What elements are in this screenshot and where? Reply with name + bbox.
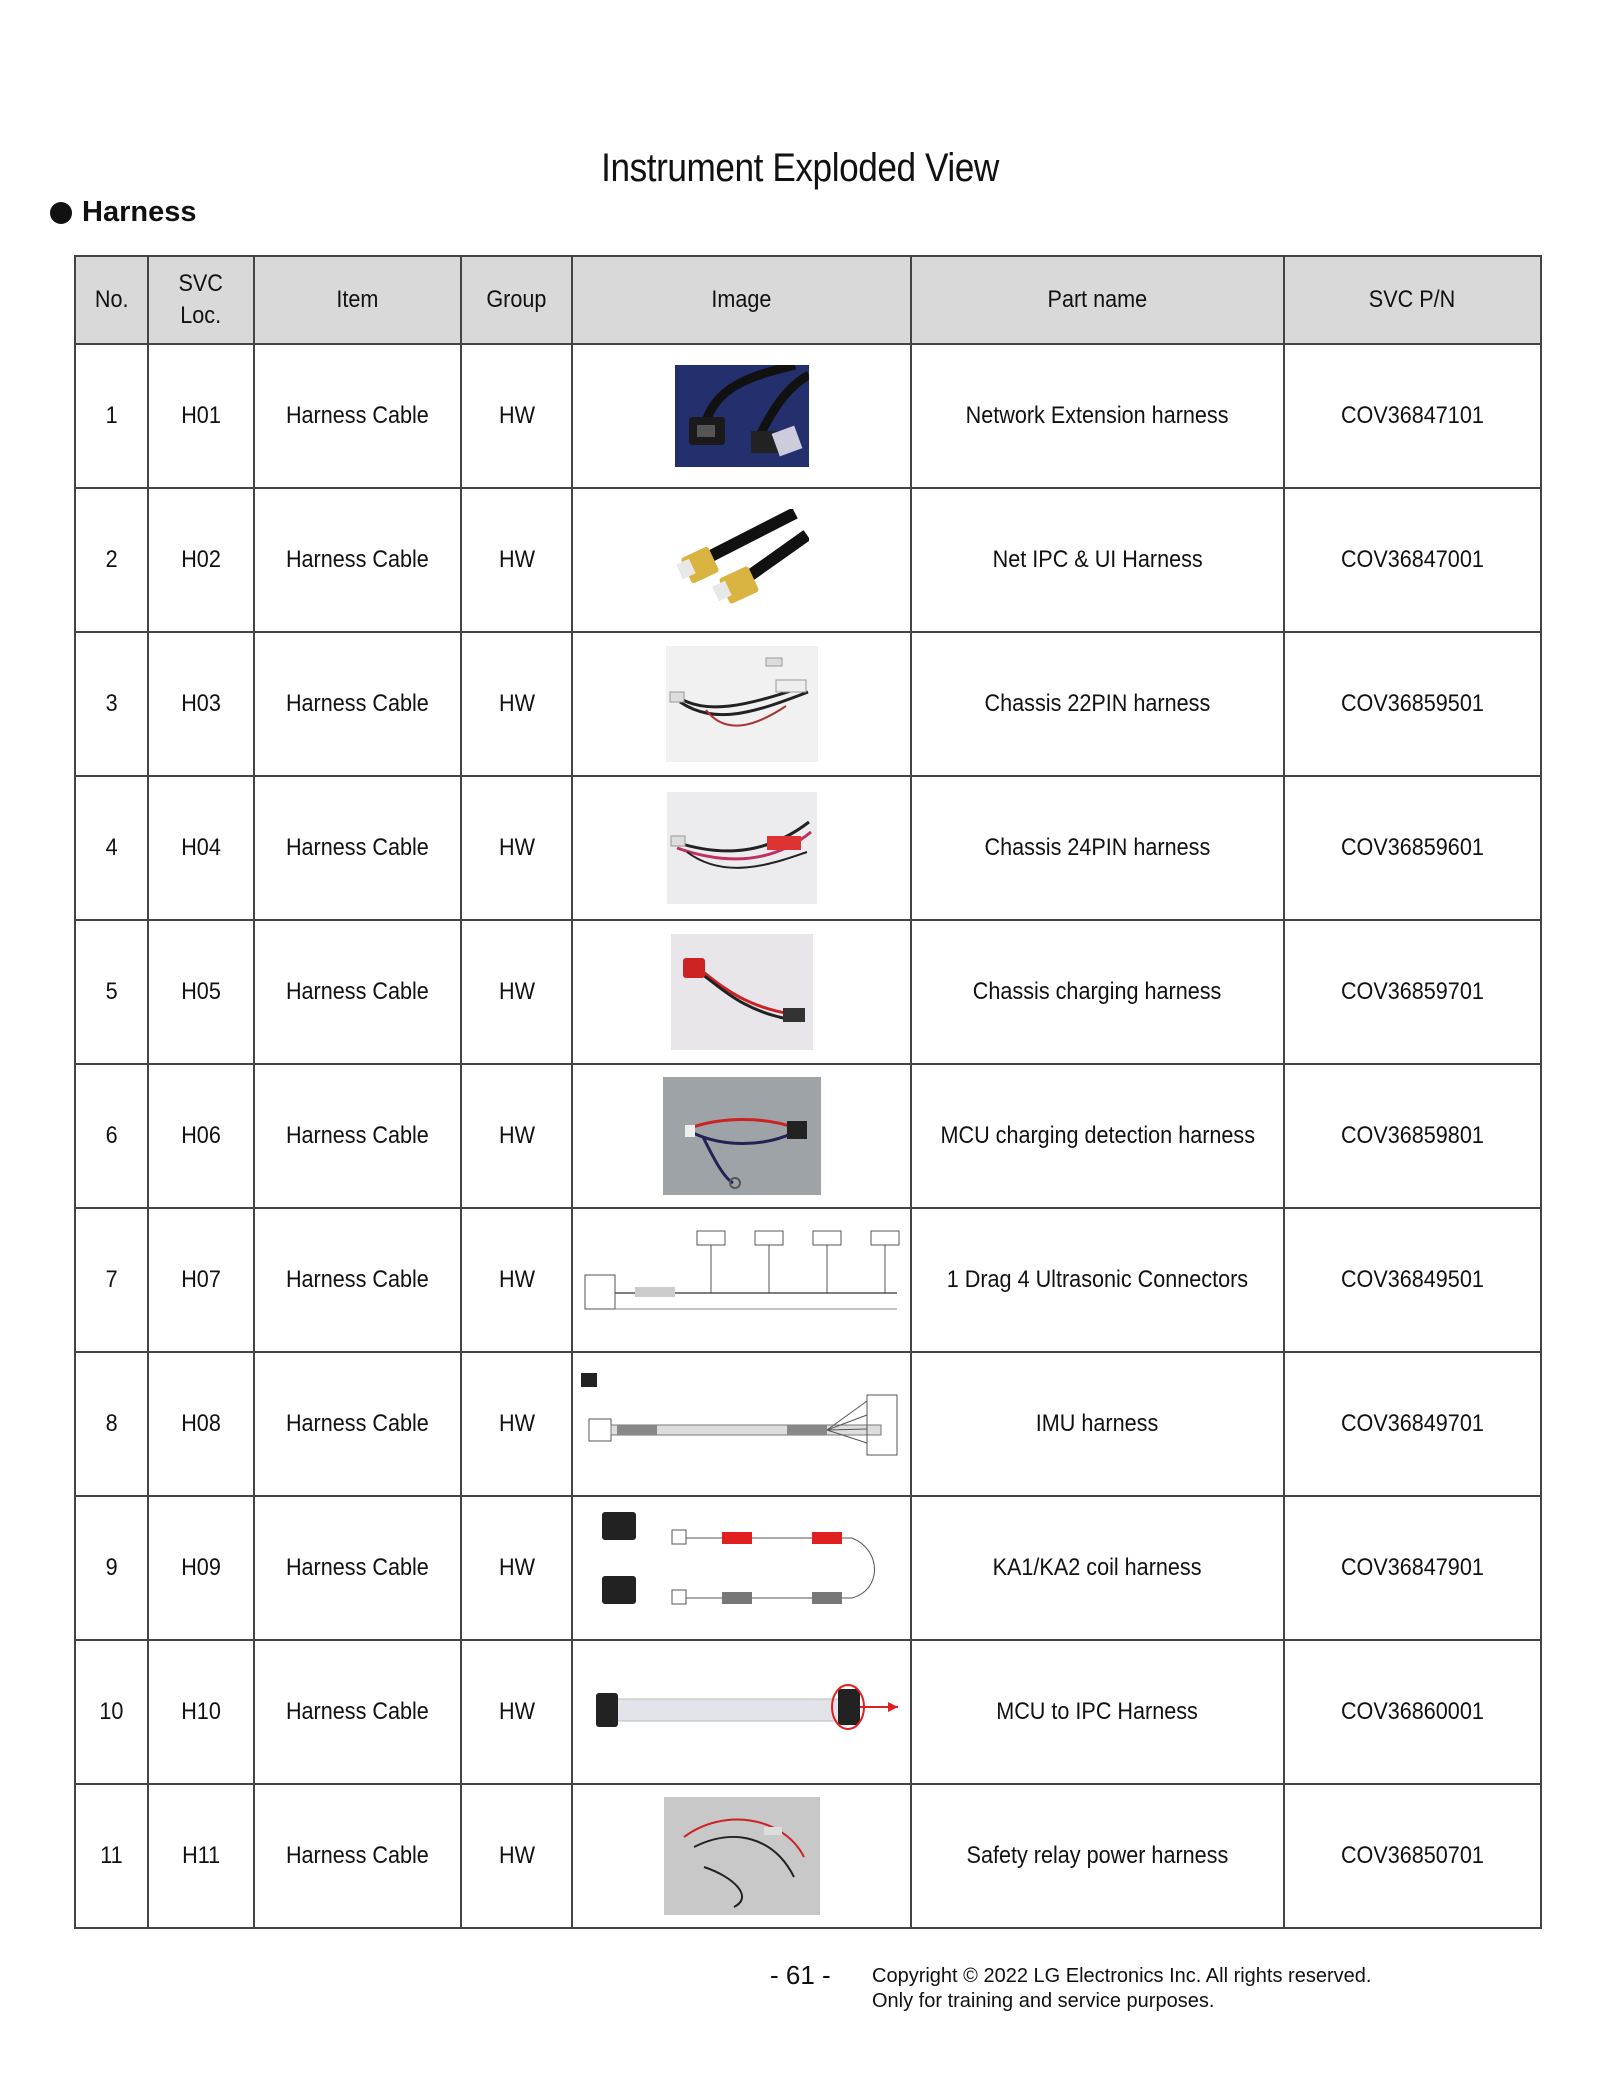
cell-svc-loc: H10 [148, 1640, 254, 1784]
section-heading-label: Harness [82, 196, 197, 228]
copyright-line: Copyright © 2022 LG Electronics Inc. All rights reserved. [872, 1965, 1372, 1987]
page-title: Instrument Exploded View [601, 146, 999, 190]
cell-group: HW [461, 1208, 572, 1352]
chassis-charging-harness-image [671, 934, 813, 1050]
cell-no: 9 [75, 1496, 148, 1640]
network-extension-harness-image [675, 365, 809, 467]
cell-svc-loc: H05 [148, 920, 254, 1064]
cell-item: Harness Cable [254, 1352, 461, 1496]
cell-group: HW [461, 344, 572, 488]
cell-svc-loc: H06 [148, 1064, 254, 1208]
header-svc-loc: SVC Loc. [148, 256, 254, 344]
cell-svc-loc: H02 [148, 488, 254, 632]
cell-item: Harness Cable [254, 488, 461, 632]
cell-item: Harness Cable [254, 776, 461, 920]
cell-part-name: Chassis 24PIN harness [911, 776, 1284, 920]
cell-no: 10 [75, 1640, 148, 1784]
table-header-row [75, 256, 1541, 344]
cell-group: HW [461, 1496, 572, 1640]
usage-note-line: Only for training and service purposes. [872, 1990, 1215, 2012]
cell-image [572, 920, 911, 1064]
cell-no: 3 [75, 632, 148, 776]
cell-part-name: Chassis charging harness [911, 920, 1284, 1064]
cell-image [572, 1496, 911, 1640]
cell-group: HW [461, 1784, 572, 1928]
safety-relay-power-harness-image [664, 1797, 820, 1915]
cell-svc-pn: COV36849701 [1284, 1352, 1541, 1496]
ultrasonic-connectors-diagram-image [577, 1213, 907, 1347]
chassis-22pin-harness-image [666, 646, 818, 762]
net-ipc-ui-harness-image [675, 509, 809, 611]
cell-group: HW [461, 1064, 572, 1208]
cell-svc-pn: COV36859601 [1284, 776, 1541, 920]
cell-part-name: Chassis 22PIN harness [911, 632, 1284, 776]
cell-image [572, 1064, 911, 1208]
cell-no: 5 [75, 920, 148, 1064]
table-row [75, 1784, 1541, 1928]
cell-item: Harness Cable [254, 344, 461, 488]
cell-svc-loc: H03 [148, 632, 254, 776]
mcu-charging-detection-harness-image [663, 1077, 821, 1195]
table-row [75, 1496, 1541, 1640]
header-image: Image [572, 256, 911, 344]
cell-svc-loc: H09 [148, 1496, 254, 1640]
cell-part-name: MCU to IPC Harness [911, 1640, 1284, 1784]
cell-group: HW [461, 1352, 572, 1496]
cell-item: Harness Cable [254, 1208, 461, 1352]
table-row [75, 776, 1541, 920]
cell-svc-pn: COV36859701 [1284, 920, 1541, 1064]
header-part-name: Part name [911, 256, 1284, 344]
cell-item: Harness Cable [254, 920, 461, 1064]
cell-image [572, 1352, 911, 1496]
cell-no: 2 [75, 488, 148, 632]
section-heading [50, 196, 196, 229]
cell-group: HW [461, 920, 572, 1064]
cell-group: HW [461, 488, 572, 632]
cell-svc-loc: H01 [148, 344, 254, 488]
cell-item: Harness Cable [254, 1784, 461, 1928]
cell-svc-pn: COV36847901 [1284, 1496, 1541, 1640]
cell-svc-pn: COV36849501 [1284, 1208, 1541, 1352]
cell-part-name: Network Extension harness [911, 344, 1284, 488]
table-row [75, 632, 1541, 776]
cell-group: HW [461, 632, 572, 776]
cell-no: 4 [75, 776, 148, 920]
cell-no: 7 [75, 1208, 148, 1352]
cell-image [572, 488, 911, 632]
parts-table [74, 255, 1542, 1929]
cell-svc-loc: H04 [148, 776, 254, 920]
cell-part-name: Safety relay power harness [911, 1784, 1284, 1928]
cell-item: Harness Cable [254, 1640, 461, 1784]
cell-image [572, 776, 911, 920]
cell-image [572, 1208, 911, 1352]
header-svc-pn: SVC P/N [1284, 256, 1541, 344]
cell-item: Harness Cable [254, 1496, 461, 1640]
header-item: Item [254, 256, 461, 344]
cell-no: 11 [75, 1784, 148, 1928]
table-row [75, 1352, 1541, 1496]
cell-part-name: Net IPC & UI Harness [911, 488, 1284, 632]
cell-image [572, 1640, 911, 1784]
cell-image [572, 632, 911, 776]
imu-harness-diagram-image [577, 1365, 907, 1483]
cell-item: Harness Cable [254, 632, 461, 776]
cell-svc-pn: COV36859801 [1284, 1064, 1541, 1208]
cell-image [572, 1784, 911, 1928]
cell-group: HW [461, 776, 572, 920]
table-row [75, 1208, 1541, 1352]
cell-svc-pn: COV36850701 [1284, 1784, 1541, 1928]
cell-no: 1 [75, 344, 148, 488]
cell-item: Harness Cable [254, 1064, 461, 1208]
bullet-icon [50, 202, 72, 224]
table-row [75, 920, 1541, 1064]
cell-svc-pn: COV36847101 [1284, 344, 1541, 488]
chassis-24pin-harness-image [667, 792, 817, 904]
page-number: - 61 - [770, 1960, 831, 1990]
table-row [75, 344, 1541, 488]
copyright-notice [872, 1964, 1371, 2014]
header-no: No. [75, 256, 148, 344]
cell-svc-loc: H07 [148, 1208, 254, 1352]
cell-svc-loc: H08 [148, 1352, 254, 1496]
cell-svc-pn: COV36860001 [1284, 1640, 1541, 1784]
mcu-ipc-ribbon-harness-image [582, 1667, 902, 1757]
cell-part-name: 1 Drag 4 Ultrasonic Connectors [911, 1208, 1284, 1352]
cell-no: 8 [75, 1352, 148, 1496]
cell-part-name: IMU harness [911, 1352, 1284, 1496]
coil-harness-diagram-image [582, 1500, 902, 1636]
table-row [75, 1064, 1541, 1208]
cell-group: HW [461, 1640, 572, 1784]
table-row [75, 488, 1541, 632]
table-row [75, 1640, 1541, 1784]
cell-no: 6 [75, 1064, 148, 1208]
cell-svc-pn: COV36847001 [1284, 488, 1541, 632]
cell-svc-pn: COV36859501 [1284, 632, 1541, 776]
cell-svc-loc: H11 [148, 1784, 254, 1928]
header-group: Group [461, 256, 572, 344]
cell-part-name: KA1/KA2 coil harness [911, 1496, 1284, 1640]
cell-part-name: MCU charging detection harness [911, 1064, 1284, 1208]
cell-image [572, 344, 911, 488]
